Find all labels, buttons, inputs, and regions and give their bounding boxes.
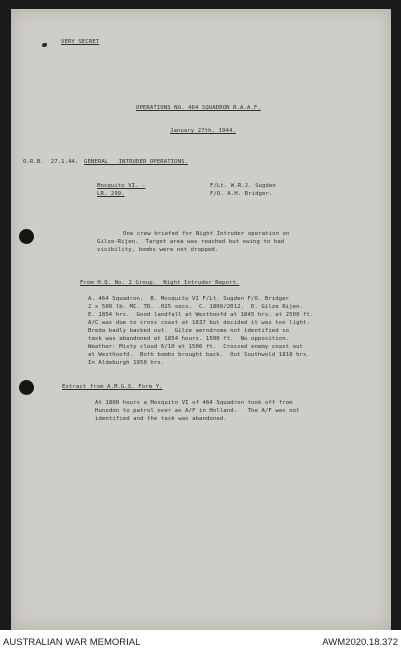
aircraft-type: Mosquito VI. - [97,183,146,189]
crew-navigator: F/O. A.H. Bridger. [210,191,273,197]
report-line: A. 464 Squadron. B. Mosquito VI F/Lt. Sugden F/O. Bridger [88,296,290,302]
document-date: January 27th, 1944. [170,128,236,134]
summary-line: One crew briefed for Night Intruder operation on [123,231,290,237]
extract-title: Extract from A.M.G.S. Form Y. [62,384,163,390]
report-line: In Aldeburgh 1950 hrs. [88,360,165,366]
operation-subject: GENERAL INTRUDER OPERATIONS. [84,159,189,165]
punch-hole-top [19,229,34,244]
summary-line: visibility, bombs were not dropped. [97,247,219,253]
archive-footer [0,630,401,653]
archive-name: AUSTRALIAN WAR MEMORIAL [3,637,141,648]
report-line: A/C was due to cross coast at 1837 but decided it was too light. [88,320,310,326]
report-title: From H.Q. No. 2 Group. Night Intruder Report. [80,280,240,286]
extract-line: Hunsdon to patrol over an A/F in Holland. The A/F was not [95,408,300,414]
classification-label: VERY SECRET [61,39,100,45]
summary-line: Gilze-Rijen. Target area was reached but owing to bad [97,239,285,245]
report-line: E. 1854 hrs. Good landfall at Westhoofd at 1845 hrs. at 2500 ft. [88,312,314,318]
document-page [11,9,391,630]
report-line: task was abandoned at 1854 hours. 1500 ft. No opposition. [88,336,290,342]
ink-mark [42,43,47,47]
document-heading: OPERATIONS NO. 464 SQUADRON R.A.A.F. [136,105,261,111]
report-line: Weather: Misty cloud 6/10 at 1500 ft. Crossed enemy coast out [88,344,303,350]
punch-hole-bottom [19,380,34,395]
archive-reference: AWM2020.18.372 [322,637,398,648]
crew-pilot: F/Lt. W.R.J. Sugden [210,183,276,189]
extract-line: At 1800 hours a Mosquito VI of 464 Squadron took off from [95,400,293,406]
report-line: at Westhoofd. Both bombs brought back. Out Southwold 1818 hrs. [88,352,310,358]
aircraft-serial: LR. 299. [97,191,125,197]
report-line: 2 x 500 lb. MC. TD. .025 secs. C. 1800/2012. D. Gilze Rijen. [88,304,303,310]
orb-reference: O.R.B. 27.1.44. [23,159,79,165]
extract-line: identified and the task was abandoned. [95,416,227,422]
report-line: Breda badly backed out. Gilze aerodrome not identified so [88,328,290,334]
